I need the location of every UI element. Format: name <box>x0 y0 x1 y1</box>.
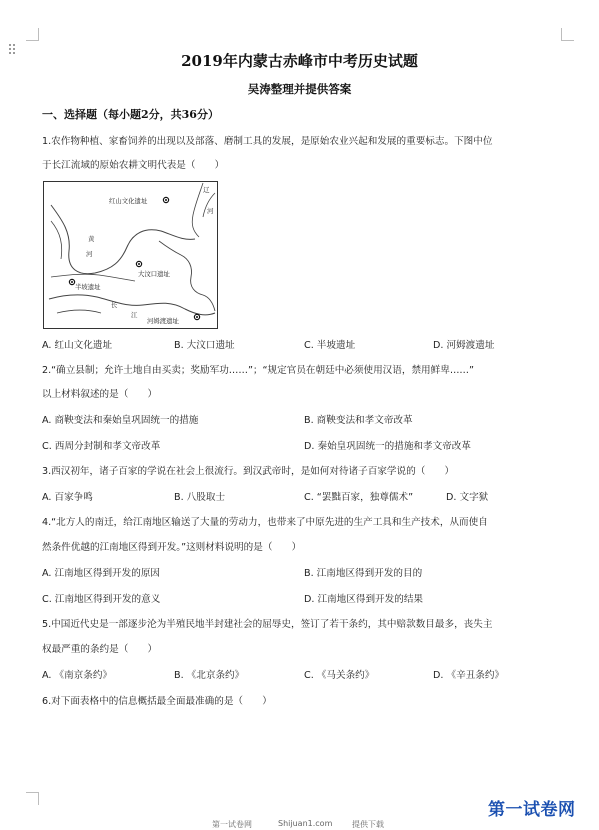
answer-option[interactable]: A. 江南地区得到开发的原因 <box>42 568 161 579</box>
neolithic-sites-map <box>43 181 218 329</box>
answer-option[interactable]: D. 《辛丑条约》 <box>433 670 505 681</box>
site-label: 大汶口遗址 <box>138 270 170 278</box>
question-1-text: 1.农作物种植、家畜饲养的出现以及部落、磨制工具的发展，是原始农业兴起和发展的重要标志。下图中位 <box>42 136 493 147</box>
answer-option[interactable]: C. 西周分封制和孝文帝改革 <box>42 441 161 452</box>
page-corner-mark <box>561 28 574 41</box>
answer-option[interactable]: D. 秦始皇巩固统一的措施和孝文帝改革 <box>304 441 471 452</box>
question-4-text: 4.“北方人的南迁，给江南地区输送了大量的劳动力，也带来了中原先进的生产工具和生产技术，从而使自 <box>42 517 488 528</box>
answer-option[interactable]: B. 江南地区得到开发的目的 <box>304 568 423 579</box>
river-label: 黄 <box>88 235 95 243</box>
section-heading: 一、选择题（每小题2分，共36分） <box>42 108 219 121</box>
answer-option[interactable]: B. 大汶口遗址 <box>174 340 235 351</box>
river-label: 辽 <box>203 186 210 194</box>
site-label: 红山文化遗址 <box>109 197 148 205</box>
answer-option[interactable]: D. 文字狱 <box>446 492 489 503</box>
answer-option[interactable]: C. 《马关条约》 <box>304 670 375 681</box>
answer-option[interactable]: B. 商鞅变法和孝文帝改革 <box>304 415 413 426</box>
answer-option[interactable]: B. 《北京条约》 <box>174 670 245 681</box>
answer-option[interactable]: A. 百家争鸣 <box>42 492 93 503</box>
question-3-text: 3.西汉初年，诸子百家的学说在社会上很流行。到汉武帝时，是如何对待诸子百家学说的（ ） <box>42 466 455 477</box>
site-label: 半坡遗址 <box>75 283 101 291</box>
page-title: 2019年内蒙古赤峰市中考历史试题 <box>181 52 418 70</box>
answer-option[interactable]: C. 江南地区得到开发的意义 <box>42 594 161 605</box>
footer-download-text: 提供下载 <box>352 820 384 829</box>
question-5-text: 5.中国近代史是一部逐步沦为半殖民地半封建社会的屈辱史，签订了若干条约，其中赔款数目最多，丧失主 <box>42 619 493 630</box>
page-corner-mark <box>26 28 39 41</box>
question-6-text: 6.对下面表格中的信息概括最全面最准确的是（ ） <box>42 696 272 707</box>
river-label: 长 <box>111 301 118 309</box>
question-2-text: 2.“确立县制；允许土地自由买卖；奖励军功……”；“规定官员在朝廷中必须使用汉语，禁用鲜卑……” <box>42 365 474 376</box>
answer-option[interactable]: A. 商鞅变法和秦始皇巩固统一的措施 <box>42 415 199 426</box>
answer-option[interactable]: C. 半坡遗址 <box>304 340 356 351</box>
page-corner-mark <box>26 792 39 805</box>
river-label: 河 <box>86 250 93 258</box>
page-subtitle: 吴涛整理并提供答案 <box>247 82 352 96</box>
question-1-text: 于长江流域的原始农耕文明代表是（ ） <box>42 160 225 171</box>
river-label: 河 <box>207 207 214 215</box>
question-5-text: 权最严重的条约是（ ） <box>42 644 158 655</box>
question-4-text: 然条件优越的江南地区得到开发。”这则材料说明的是（ ） <box>42 542 302 553</box>
question-2-text: 以上材料叙述的是（ ） <box>42 389 158 400</box>
answer-option[interactable]: C. “罢黜百家，独尊儒术” <box>304 492 414 503</box>
answer-option[interactable]: D. 河姆渡遗址 <box>433 340 495 351</box>
footer-site-name: 第一试卷网 <box>212 820 252 829</box>
footer-url-link[interactable]: Shijuan1.com <box>278 819 333 828</box>
answer-option[interactable]: A. 红山文化遗址 <box>42 340 113 351</box>
site-label: 河姆渡遗址 <box>147 317 179 325</box>
river-label: 江 <box>131 311 138 319</box>
answer-option[interactable]: A. 《南京条约》 <box>42 670 113 681</box>
answer-option[interactable]: D. 江南地区得到开发的结果 <box>304 594 424 605</box>
brand-logo[interactable]: 第一试卷网 <box>488 800 576 820</box>
answer-option[interactable]: B. 八股取士 <box>174 492 226 503</box>
